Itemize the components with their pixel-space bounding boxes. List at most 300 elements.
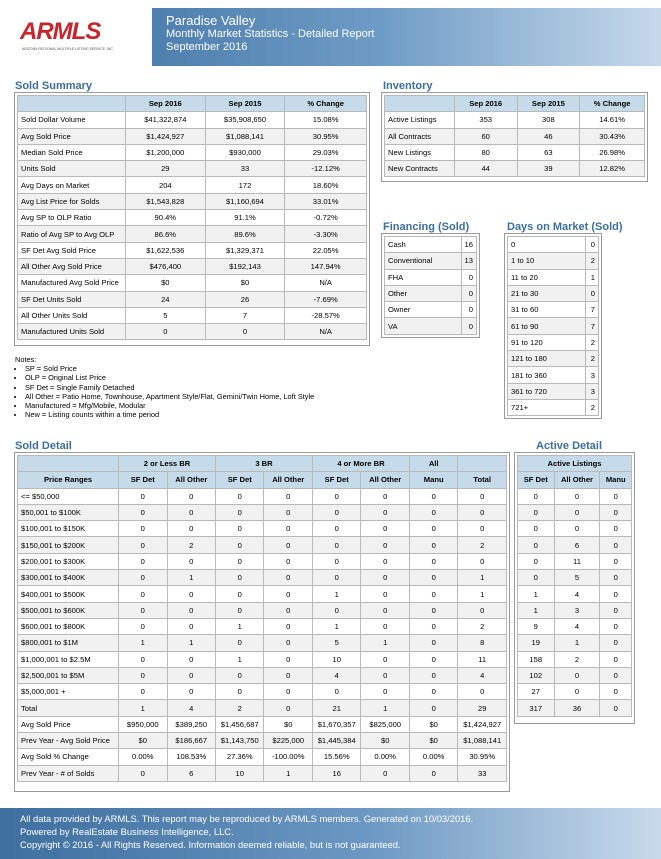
sold-detail-cell: 0 — [264, 553, 312, 569]
sold-detail-cell: 0 — [409, 570, 457, 586]
sold_summary-cell: 0 — [125, 324, 205, 340]
sold-detail-cell: 0 — [119, 570, 167, 586]
sold-detail-group-blank — [458, 456, 507, 472]
sold-detail-cell: 0 — [216, 521, 264, 537]
dom-cell: 2 — [586, 351, 599, 367]
logo-text: ARMLS — [20, 18, 101, 45]
sold_summary-row-label: Sold Dollar Volume — [18, 112, 126, 128]
sold-detail-cell: 0 — [167, 684, 215, 700]
active-detail-cell: 0 — [554, 504, 600, 520]
financing-cell: 16 — [461, 237, 476, 253]
sold-detail-cell: 1 — [458, 570, 507, 586]
sold-detail-col-header: SF Det — [119, 472, 167, 488]
sold-detail-cell: 0 — [216, 684, 264, 700]
sold-detail-cell: 0 — [312, 602, 360, 618]
sold-detail-cell: 0 — [167, 504, 215, 520]
sold-detail-cell: $389,250 — [167, 716, 215, 732]
active-detail-cell: 0 — [600, 553, 632, 569]
footer-line-3: Copyright © 2016 - All Rights Reserved. Information deemed reliable, but is not guaranteed. — [20, 839, 401, 850]
sold-detail-col-header: All Other — [167, 472, 215, 488]
note-item: • OLP = Original List Price — [25, 373, 314, 382]
sold-detail-cell: 0 — [458, 553, 507, 569]
sold-detail-cell: $0 — [119, 733, 167, 749]
sold-detail-row — [18, 488, 507, 504]
inventory-cell: 12.82% — [580, 161, 645, 177]
sold-detail-row-label: $200,001 to $300K — [18, 553, 119, 569]
sold-detail-group-header: 3 BR — [216, 456, 313, 472]
active-detail-cell: 2 — [554, 651, 600, 667]
active-detail-group-header: Active Listings — [518, 456, 632, 472]
active-detail-cell: 0 — [600, 537, 632, 553]
sold-detail-row-label: $500,001 to $600K — [18, 602, 119, 618]
sold-detail-cell: 2 — [167, 537, 215, 553]
sold-detail-cell: 0 — [119, 684, 167, 700]
active-detail-col-header: Manu — [600, 472, 632, 488]
inventory-row-label: New Contracts — [385, 161, 455, 177]
dom-row-label: 91 to 120 — [508, 334, 586, 350]
active-detail-cell: 4 — [554, 618, 600, 634]
sold-detail-cell: 0 — [361, 553, 409, 569]
inventory-cell: 80 — [454, 144, 517, 160]
sold-detail-row — [18, 700, 507, 716]
armls-logo — [20, 18, 138, 56]
sold-detail-cell: 0 — [264, 488, 312, 504]
sold-detail-row-label: $2,500,001 to $5M — [18, 667, 119, 683]
sold-detail-cell: 1 — [119, 635, 167, 651]
financing-cell: 0 — [461, 302, 476, 318]
sold-detail-cell: 0 — [361, 618, 409, 634]
sold-detail-cell: 0 — [409, 618, 457, 634]
sold-detail-group-blank — [18, 456, 119, 472]
sold_summary-cell: 147.94% — [285, 258, 367, 274]
sold_summary-col-header: Sep 2015 — [205, 96, 285, 112]
active-detail-cell: 0 — [518, 570, 555, 586]
sold-detail-cell: $1,456,687 — [216, 716, 264, 732]
note-item: • SF Det = Single Family Detached — [25, 383, 314, 392]
sold-detail-cell: 0 — [409, 488, 457, 504]
sold-detail-col-header: Total — [458, 472, 507, 488]
sold_summary-cell: 7 — [205, 307, 285, 323]
active-detail-row — [518, 667, 632, 683]
sold-detail-cell: 0 — [409, 521, 457, 537]
financing-cell: 0 — [461, 269, 476, 285]
sold-detail-cell: 0 — [361, 765, 409, 781]
dom-cell: 0 — [586, 237, 599, 253]
sold-detail-row — [18, 504, 507, 520]
note-item: • Manufactured = Mfg/Mobile, Modular — [25, 401, 314, 410]
report-date: September 2016 — [166, 41, 248, 53]
sold-detail-row — [18, 651, 507, 667]
dom-cell: 3 — [586, 367, 599, 383]
dom-row-label: 61 to 90 — [508, 318, 586, 334]
sold_summary-cell: $1,160,694 — [205, 193, 285, 209]
sold-detail-col-header: All Other — [264, 472, 312, 488]
dom-row — [508, 269, 599, 285]
sold_summary-row-label: All Other Units Sold — [18, 307, 126, 323]
sold-detail-cell: 0 — [409, 602, 457, 618]
sold-detail-group-header: 4 or More BR — [312, 456, 409, 472]
sold-detail-cell: 0 — [409, 765, 457, 781]
financing-row-label: Owner — [385, 302, 462, 318]
sold-detail-row-label: $600,001 to $800K — [18, 618, 119, 634]
sold-detail-cell: 0 — [458, 521, 507, 537]
dom-row — [508, 383, 599, 399]
dom-cell: 2 — [586, 399, 599, 415]
sold-detail-cell: 0 — [409, 537, 457, 553]
active-detail-cell: 0 — [600, 684, 632, 700]
active-detail-cell: 0 — [600, 521, 632, 537]
sold-detail-cell: 0 — [216, 667, 264, 683]
sold-detail-cell: 0 — [458, 602, 507, 618]
sold_summary-row-label: Manufactured Units Sold — [18, 324, 126, 340]
inventory-cell: 353 — [454, 112, 517, 128]
active-detail-col-header: SF Det — [518, 472, 555, 488]
active-detail-row — [518, 618, 632, 634]
sold-detail-row-label: Avg Sold Price — [18, 716, 119, 732]
sold-detail-row — [18, 749, 507, 765]
footer — [0, 808, 661, 859]
note-item: • New = Listing counts within a time period — [25, 410, 314, 419]
sold-detail-cell: 0 — [216, 537, 264, 553]
sold-detail-cell: 0 — [264, 504, 312, 520]
sold_summary-cell: 15.08% — [285, 112, 367, 128]
sold-detail-cell: 8 — [458, 635, 507, 651]
active-detail-cell: 0 — [518, 521, 555, 537]
sold_summary-row — [18, 177, 367, 193]
sold_summary-cell: 86.6% — [125, 226, 205, 242]
report-header — [0, 0, 661, 68]
note-item: • SP = Sold Price — [25, 364, 314, 373]
inventory-row — [385, 128, 645, 144]
sold-detail-cell: $950,000 — [119, 716, 167, 732]
sold-detail-cell: 0 — [361, 537, 409, 553]
sold-detail-cell: 10 — [216, 765, 264, 781]
active-detail-cell: 0 — [554, 667, 600, 683]
sold_summary-cell: $1,088,141 — [205, 128, 285, 144]
inventory-row-label: All Contracts — [385, 128, 455, 144]
sold_summary-row — [18, 128, 367, 144]
sold-detail-cell: 0 — [361, 521, 409, 537]
sold-detail-cell: 0 — [312, 521, 360, 537]
sold_summary-cell: -3.30% — [285, 226, 367, 242]
sold-detail-cell: 0 — [119, 504, 167, 520]
sold-detail-cell: 0 — [216, 602, 264, 618]
sold_summary-row-label: Units Sold — [18, 161, 126, 177]
sold_summary-cell: $1,543,828 — [125, 193, 205, 209]
sold_summary-row — [18, 226, 367, 242]
sold-detail-cell: 0 — [264, 700, 312, 716]
active-detail-cell: 0 — [518, 537, 555, 553]
financing-cell: 0 — [461, 318, 476, 334]
dom-row — [508, 399, 599, 415]
sold-detail-group-header: 2 or Less BR — [119, 456, 216, 472]
active-detail-row — [518, 635, 632, 651]
sold-detail-cell: 0 — [264, 684, 312, 700]
sold-detail-cell: 0 — [312, 570, 360, 586]
inventory-col-header — [385, 96, 455, 112]
active-detail-cell: 0 — [600, 618, 632, 634]
dom-row-label: 361 to 720 — [508, 383, 586, 399]
sold-detail-row-label: $5,000,001 + — [18, 684, 119, 700]
sold-detail-cell: 0 — [216, 570, 264, 586]
sold-detail-cell: $1,088,141 — [458, 733, 507, 749]
sold_summary-row — [18, 112, 367, 128]
sold_summary-cell: $41,322,874 — [125, 112, 205, 128]
sold-detail-cell: 0 — [119, 521, 167, 537]
sold-detail-cell: $0 — [264, 716, 312, 732]
sold-detail-row — [18, 602, 507, 618]
active-detail-cell: 0 — [600, 635, 632, 651]
sold-detail-cell: $0 — [409, 733, 457, 749]
sold-detail-cell: 1 — [216, 651, 264, 667]
active-detail-cell: 317 — [518, 700, 555, 716]
active-detail-cell: 11 — [554, 553, 600, 569]
sold-detail-cell: 0 — [361, 684, 409, 700]
sold_summary-cell: $0 — [125, 275, 205, 291]
active-detail-group-row — [518, 456, 632, 472]
sold-detail-cell: 0 — [167, 651, 215, 667]
inventory-col-header: Sep 2016 — [454, 96, 517, 112]
sold-detail-cell: 0 — [312, 537, 360, 553]
sold-detail-cell: 0 — [409, 651, 457, 667]
sold-detail-row-label: $150,001 to $200K — [18, 537, 119, 553]
sold_summary-row — [18, 161, 367, 177]
sold-summary-title: Sold Summary — [15, 80, 93, 92]
sold_summary-cell: $476,400 — [125, 258, 205, 274]
sold-summary-table — [17, 95, 367, 340]
sold-detail-cell: 0 — [264, 667, 312, 683]
sold_summary-cell: $35,908,650 — [205, 112, 285, 128]
sold_summary-row — [18, 291, 367, 307]
active-detail-cell: 0 — [600, 488, 632, 504]
financing-title: Financing (Sold) — [383, 221, 470, 233]
active-detail-row — [518, 504, 632, 520]
sold_summary-header-row — [18, 96, 367, 112]
sold_summary-cell: 33 — [205, 161, 285, 177]
active-detail-cell: 0 — [600, 667, 632, 683]
sold-detail-cell: 0 — [458, 504, 507, 520]
sold_summary-row — [18, 258, 367, 274]
sold-detail-cell: 0 — [312, 684, 360, 700]
sold-detail-cell: $186,667 — [167, 733, 215, 749]
sold-detail-cell: 0 — [119, 618, 167, 634]
sold_summary-cell: 30.95% — [285, 128, 367, 144]
sold_summary-cell: $1,329,371 — [205, 242, 285, 258]
financing-cell: 0 — [461, 285, 476, 301]
sold-detail-row-label: $300,001 to $400K — [18, 570, 119, 586]
sold_summary-cell: -0.72% — [285, 210, 367, 226]
inventory-cell: 26.98% — [580, 144, 645, 160]
sold-detail-cell: 1 — [264, 765, 312, 781]
sold-detail-row-label: Prev Year - Avg Sold Price — [18, 733, 119, 749]
sold-detail-row — [18, 618, 507, 634]
sold-detail-cell: 0.00% — [361, 749, 409, 765]
sold-detail-cell: 1 — [458, 586, 507, 602]
active-detail-cell: 1 — [518, 602, 555, 618]
inventory-title: Inventory — [383, 80, 433, 92]
title-banner — [152, 8, 661, 66]
sold-detail-cell: 11 — [458, 651, 507, 667]
sold_summary-row-label: SF Det Units Sold — [18, 291, 126, 307]
sold-detail-cell: $825,000 — [361, 716, 409, 732]
active-detail-cell: 36 — [554, 700, 600, 716]
dom-row-label: 0 — [508, 237, 586, 253]
active-detail-cell: 0 — [600, 570, 632, 586]
active-detail-cell: 0 — [600, 602, 632, 618]
sold-detail-cell: 4 — [167, 700, 215, 716]
sold-detail-cell: 1 — [312, 618, 360, 634]
sold-detail-cell: 0 — [119, 602, 167, 618]
sold-detail-row — [18, 733, 507, 749]
inventory-row — [385, 161, 645, 177]
sold-detail-cell: 1 — [167, 570, 215, 586]
sold-detail-cell: 0 — [361, 602, 409, 618]
active-detail-row — [518, 570, 632, 586]
sold-detail-row — [18, 521, 507, 537]
inventory-row — [385, 112, 645, 128]
inventory-row — [385, 144, 645, 160]
financing-cell: 13 — [461, 253, 476, 269]
financing-row — [385, 237, 477, 253]
sold-detail-cell: 10 — [312, 651, 360, 667]
inventory-cell: 308 — [517, 112, 580, 128]
dom-row-label: 11 to 20 — [508, 269, 586, 285]
sold_summary-row-label: Median Sold Price — [18, 144, 126, 160]
sold_summary-cell: 0 — [205, 324, 285, 340]
financing-row-label: VA — [385, 318, 462, 334]
sold_summary-row-label: SF Det Avg Sold Price — [18, 242, 126, 258]
active-detail-row — [518, 488, 632, 504]
sold-detail-cell: 0 — [119, 553, 167, 569]
dom-cell: 2 — [586, 334, 599, 350]
footer-line-2: Powered by RealEstate Business Intelligence, LLC. — [20, 826, 234, 837]
active-detail-cell: 0 — [554, 684, 600, 700]
dom-row — [508, 253, 599, 269]
sold-detail-cell: $1,445,384 — [312, 733, 360, 749]
sold-detail-cell: 0 — [167, 488, 215, 504]
sold-detail-cell: $1,424,927 — [458, 716, 507, 732]
sold_summary-row — [18, 307, 367, 323]
sold-detail-cell: 0 — [264, 651, 312, 667]
dom-row-label: 181 to 360 — [508, 367, 586, 383]
inventory-row-label: New Listings — [385, 144, 455, 160]
logo-subtext: ARIZONA REGIONAL MULTIPLE LISTING SERVICE, INC. — [22, 47, 114, 51]
sold_summary-cell: -7.69% — [285, 291, 367, 307]
inventory-table — [384, 95, 645, 177]
sold_summary-cell: 90.4% — [125, 210, 205, 226]
active-detail-cell: 0 — [554, 488, 600, 504]
sold-detail-col-header: Manu — [409, 472, 457, 488]
sold_summary-row — [18, 144, 367, 160]
active-detail-cell: 19 — [518, 635, 555, 651]
sold-detail-row — [18, 537, 507, 553]
sold-detail-cell: 4 — [312, 667, 360, 683]
sold_summary-cell: $1,622,536 — [125, 242, 205, 258]
sold-detail-row — [18, 716, 507, 732]
active-detail-row — [518, 537, 632, 553]
financing-row — [385, 318, 477, 334]
sold_summary-cell: 89.6% — [205, 226, 285, 242]
sold-detail-cell: 27.36% — [216, 749, 264, 765]
inventory-cell: 60 — [454, 128, 517, 144]
active-detail-row — [518, 684, 632, 700]
sold-detail-row — [18, 635, 507, 651]
financing-row-label: Other — [385, 285, 462, 301]
inventory-cell: 63 — [517, 144, 580, 160]
sold-detail-cell: 2 — [458, 537, 507, 553]
sold-detail-cell: 0 — [119, 765, 167, 781]
inventory-cell: 39 — [517, 161, 580, 177]
notes-list — [25, 364, 314, 419]
active-detail-cell: 0 — [554, 521, 600, 537]
sold_summary-cell: 18.60% — [285, 177, 367, 193]
sold-detail-cell: 0 — [409, 684, 457, 700]
sold-detail-cell: 0 — [264, 521, 312, 537]
dom-row-label: 1 to 10 — [508, 253, 586, 269]
dom-row — [508, 237, 599, 253]
sold-detail-col-header: SF Det — [216, 472, 264, 488]
sold-detail-row-label: Prev Year - # of Solds — [18, 765, 119, 781]
sold_summary-cell: 29.03% — [285, 144, 367, 160]
sold-detail-cell: 0 — [167, 586, 215, 602]
active-detail-row — [518, 553, 632, 569]
active-detail-cell: 102 — [518, 667, 555, 683]
sold-detail-cell: 0 — [167, 602, 215, 618]
sold-detail-cell: 33 — [458, 765, 507, 781]
active-detail-cell: 0 — [518, 488, 555, 504]
sold-detail-cell: -100.00% — [264, 749, 312, 765]
dom-table — [507, 236, 599, 416]
sold-detail-row-label: $1,000,001 to $2.5M — [18, 651, 119, 667]
dom-row — [508, 367, 599, 383]
financing-table — [384, 236, 477, 335]
active-detail-row — [518, 602, 632, 618]
sold-detail-cell: 0 — [361, 667, 409, 683]
notes — [15, 355, 314, 419]
inventory-col-header: % Change — [580, 96, 645, 112]
active-detail-cell: 0 — [600, 504, 632, 520]
sold_summary-row — [18, 242, 367, 258]
active-detail-cell: 9 — [518, 618, 555, 634]
dom-cell: 3 — [586, 383, 599, 399]
sold-detail-row — [18, 684, 507, 700]
sold-detail-cell: 0.00% — [409, 749, 457, 765]
dom-row-label: 121 to 180 — [508, 351, 586, 367]
inventory-row-label: Active Listings — [385, 112, 455, 128]
footer-line-1: All data provided by ARMLS. This report may be reproduced by ARMLS members. Generated on 10/03/2016. — [20, 813, 474, 824]
inventory-cell: 14.61% — [580, 112, 645, 128]
sold-detail-cell: $1,143,750 — [216, 733, 264, 749]
sold-detail-group-row — [18, 456, 507, 472]
sold_summary-cell: 33.01% — [285, 193, 367, 209]
active-detail-table — [517, 455, 632, 717]
financing-row — [385, 269, 477, 285]
sold-detail-cell: 0 — [361, 651, 409, 667]
sold-detail-cell: 0 — [119, 667, 167, 683]
sold_summary-col-header: % Change — [285, 96, 367, 112]
sold_summary-col-header: Sep 2016 — [125, 96, 205, 112]
sold-detail-cell: 1 — [119, 700, 167, 716]
sold-detail-col-header: SF Det — [312, 472, 360, 488]
sold-detail-row-label: <= $50,000 — [18, 488, 119, 504]
sold-detail-cell: 0 — [264, 618, 312, 634]
sold-detail-group-header: All — [409, 456, 457, 472]
sold-detail-cell: 0 — [409, 667, 457, 683]
sold-detail-cell: 0 — [167, 521, 215, 537]
sold-detail-cell: 0 — [458, 488, 507, 504]
sold-detail-cell: 16 — [312, 765, 360, 781]
sold-detail-cell: 0 — [361, 504, 409, 520]
